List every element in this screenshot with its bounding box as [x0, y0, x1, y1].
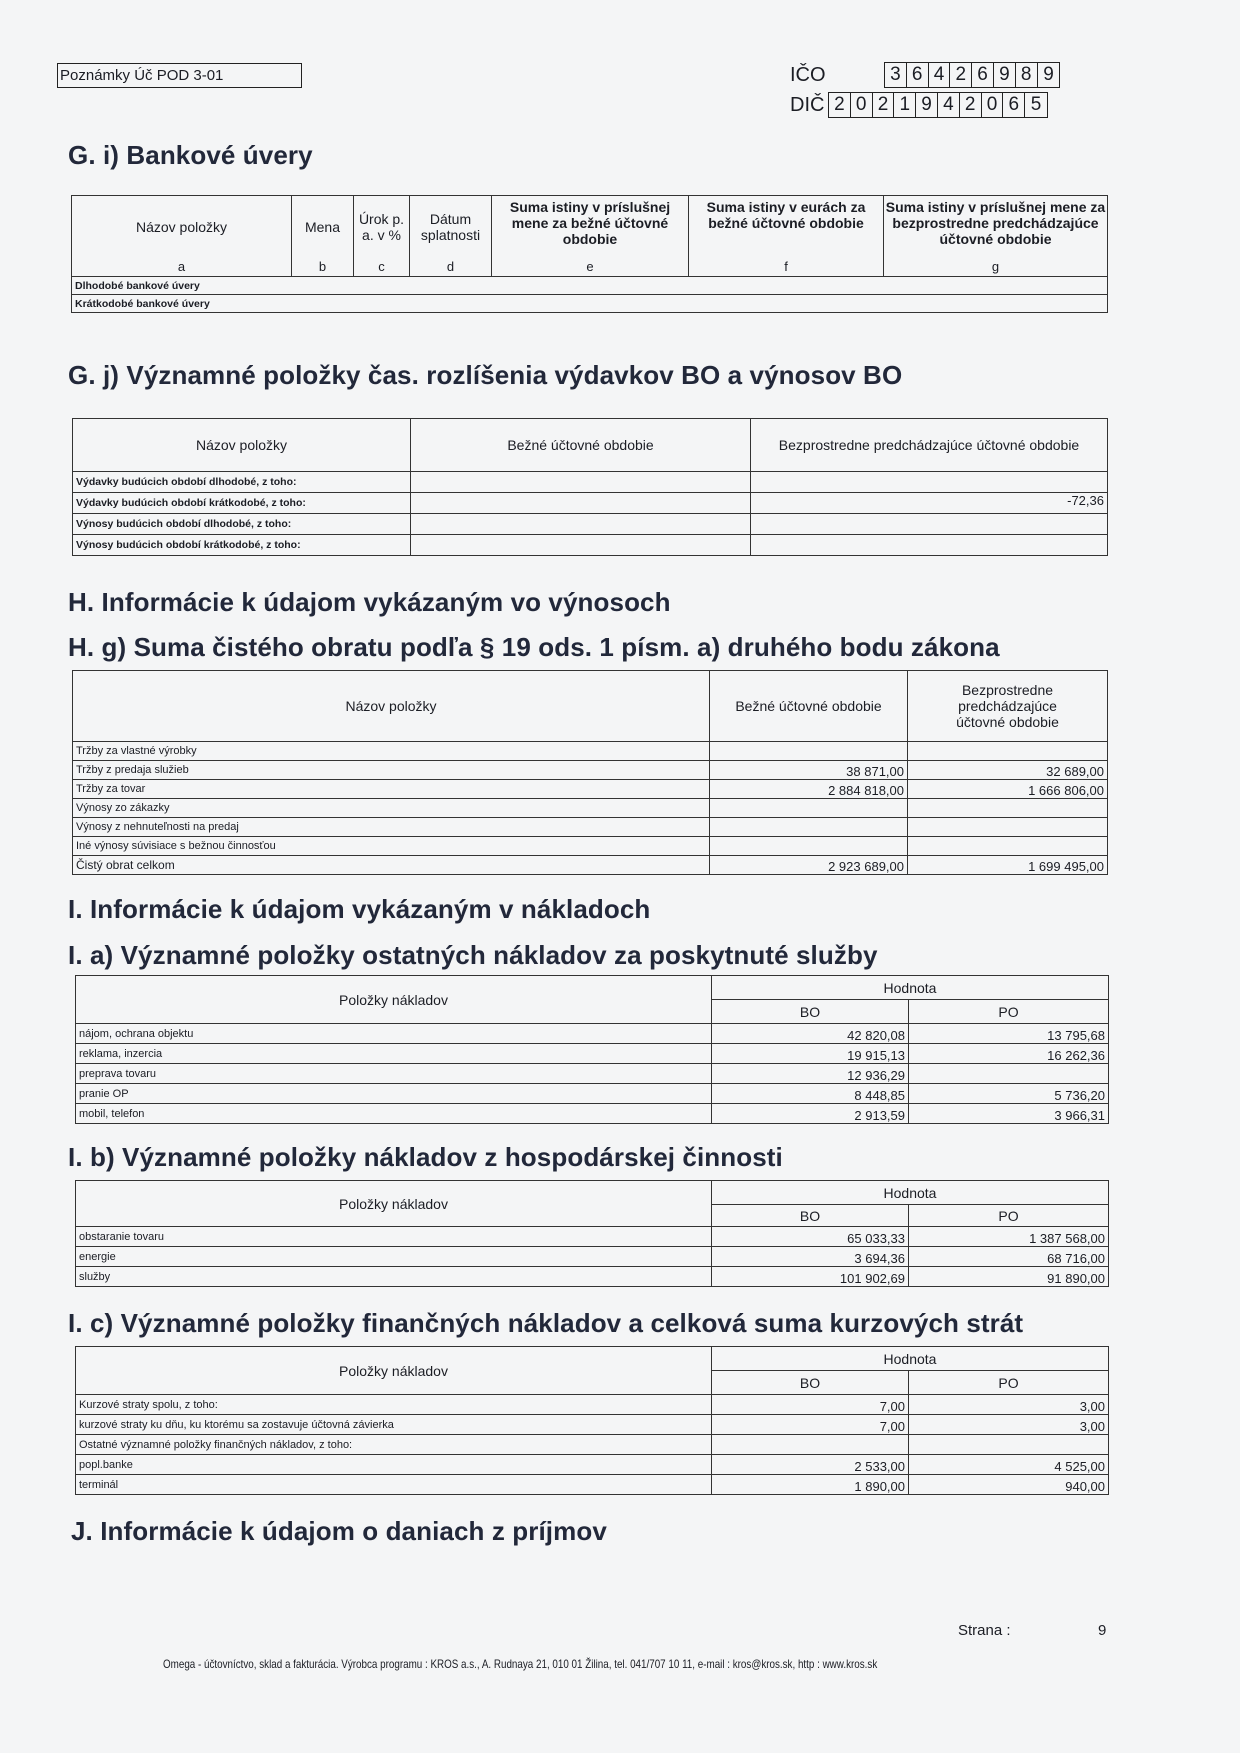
ib-row-bo: 101 902,69: [712, 1267, 909, 1287]
dic-digit: 0: [851, 93, 873, 117]
section-i-title: I. Informácie k údajom vykázaným v nákladoch: [68, 894, 651, 924]
ico-digit: 2: [950, 63, 972, 87]
section-h-title: H. Informácie k údajom vykázaným vo výnosoch: [68, 587, 671, 617]
ic-row-po: 3,00: [909, 1415, 1109, 1435]
section-hg-title: H. g) Suma čistého obratu podľa § 19 ods. 1 písm. a) druhého bodu zákona: [68, 632, 1000, 662]
ic-row-label: popl.banke: [76, 1455, 712, 1475]
gi-header-name: Názov položky: [72, 196, 292, 258]
ib-row-bo: 65 033,33: [712, 1227, 909, 1247]
gi-header-principal-eur: Suma istiny v eurách za bežné účtovné obdobie: [689, 196, 884, 258]
section-gi-title: G. i) Bankové úvery: [68, 140, 313, 170]
table-row: [76, 1267, 1109, 1287]
dic-digit: 2: [873, 93, 895, 117]
hg-row-current: [710, 818, 908, 837]
table-row: [76, 1247, 1109, 1267]
ib-row-po: 91 890,00: [909, 1267, 1109, 1287]
hg-row-label: Tržby z predaja služieb: [73, 761, 710, 780]
hg-row-current: [710, 799, 908, 818]
ic-header-po: PO: [909, 1371, 1109, 1395]
ic-header-bo: BO: [712, 1371, 909, 1395]
hg-row-previous: 1 699 495,00: [908, 856, 1108, 875]
section-ib-title: I. b) Významné položky nákladov z hospodárskej činnosti: [68, 1142, 783, 1172]
footer-text: Omega - účtovníctvo, sklad a fakturácia. Výrobca programu : KROS a.s., A. Rudnaya 21, 010 01 Žilina, tel. 041/707 10 11, e-mail : kros@kros.sk, http : www.kros.sk: [163, 1657, 878, 1671]
ic-row-bo: 7,00: [712, 1395, 909, 1415]
table-row: [76, 1064, 1109, 1084]
section-ic-title: I. c) Významné položky finančných nákladov a celková suma kurzových strát: [68, 1308, 1024, 1338]
dic-digit: 9: [916, 93, 938, 117]
gj-header-current: Bežné účtovné obdobie: [411, 419, 751, 472]
hg-row-previous: 1 666 806,00: [908, 780, 1108, 799]
table-row: [73, 856, 1108, 875]
ico-digit: 3: [885, 63, 907, 87]
gj-row-previous: [751, 535, 1108, 556]
ico-digit: 6: [972, 63, 994, 87]
form-reference: Poznámky Úč POD 3-01: [57, 63, 302, 88]
ic-row-po: 4 525,00: [909, 1455, 1109, 1475]
hg-row-previous: [908, 799, 1108, 818]
table-row: [76, 1024, 1109, 1044]
ia-row-label: mobil, telefon: [76, 1104, 712, 1124]
dic-digits: [828, 92, 1048, 118]
ib-header-value: Hodnota: [712, 1181, 1109, 1205]
ia-header-bo: BO: [712, 1000, 909, 1024]
turnover-table: [72, 670, 1108, 875]
table-row: [76, 1104, 1109, 1124]
financial-costs-table: [75, 1346, 1109, 1495]
ia-row-bo: 2 913,59: [712, 1104, 909, 1124]
dic-digit: 6: [1003, 93, 1025, 117]
ic-row-label: Ostatné významné položky finančných nákladov, z toho:: [76, 1435, 712, 1455]
ic-row-po: 940,00: [909, 1475, 1109, 1495]
gj-row-current: [411, 472, 751, 493]
ic-row-label: terminál: [76, 1475, 712, 1495]
page-number: 9: [1098, 1622, 1107, 1639]
ico-row: [790, 60, 1060, 90]
gi-row-label: Dlhodobé bankové úvery: [72, 277, 1108, 295]
gj-row-label: Výdavky budúcich období krátkodobé, z toho:: [73, 493, 411, 514]
gi-header-currency: Mena: [292, 196, 354, 258]
company-ids: [790, 60, 1060, 120]
ico-digits: [884, 62, 1060, 88]
dic-digit: 2: [829, 93, 851, 117]
gj-row-label: Výnosy budúcich období dlhodobé, z toho:: [73, 514, 411, 535]
hg-row-previous: [908, 818, 1108, 837]
hg-row-label: Čistý obrat celkom: [73, 856, 710, 875]
gj-row-current: [411, 535, 751, 556]
gj-row-previous: [751, 514, 1108, 535]
ic-header-items: Položky nákladov: [76, 1347, 712, 1395]
ib-header-items: Položky nákladov: [76, 1181, 712, 1227]
gi-row-label: Krátkodobé bankové úvery: [72, 295, 1108, 313]
hg-row-previous: [908, 837, 1108, 856]
ic-row-label: kurzové straty ku dňu, ku ktorému sa zostavuje účtovná závierka: [76, 1415, 712, 1435]
hg-row-previous: 32 689,00: [908, 761, 1108, 780]
ic-row-po: 3,00: [909, 1395, 1109, 1415]
gi-header-maturity: Dátum splatnosti: [410, 196, 492, 258]
gi-header-interest: Úrok p. a. v %: [354, 196, 410, 258]
service-costs-table: [75, 975, 1109, 1124]
table-row: [73, 514, 1108, 535]
gi-letter: g: [884, 258, 1108, 277]
ia-row-label: preprava tovaru: [76, 1064, 712, 1084]
ic-row-bo: 2 533,00: [712, 1455, 909, 1475]
ia-row-label: nájom, ochrana objektu: [76, 1024, 712, 1044]
hg-row-current: 2 884 818,00: [710, 780, 908, 799]
table-row: [76, 1415, 1109, 1435]
ico-digit: 9: [1043, 64, 1054, 85]
ia-row-po: 16 262,36: [909, 1044, 1109, 1064]
table-row: [76, 1455, 1109, 1475]
ib-row-bo: 3 694,36: [712, 1247, 909, 1267]
table-row: [73, 535, 1108, 556]
dic-digit: 2: [960, 93, 982, 117]
ia-header-items: Položky nákladov: [76, 976, 712, 1024]
dic-label: DIČ: [790, 93, 825, 116]
bank-loans-table: [71, 195, 1108, 313]
gj-row-previous: -72,36: [751, 493, 1108, 514]
table-row: [73, 472, 1108, 493]
hg-row-label: Tržby za vlastné výrobky: [73, 742, 710, 761]
gj-row-current: [411, 514, 751, 535]
ico-digit: 8: [1016, 63, 1038, 87]
gi-letter: b: [292, 258, 354, 277]
gi-letter: c: [354, 258, 410, 277]
ia-row-po: 13 795,68: [909, 1024, 1109, 1044]
hg-row-current: [710, 742, 908, 761]
dic-digit: 5: [1030, 94, 1042, 115]
hg-row-label: Tržby za tovar: [73, 780, 710, 799]
table-row: [76, 1084, 1109, 1104]
hg-header-name: Názov položky: [73, 671, 710, 742]
dic-digit: 4: [938, 93, 960, 117]
hg-row-current: 38 871,00: [710, 761, 908, 780]
ia-row-bo: 42 820,08: [712, 1024, 909, 1044]
table-row: [73, 742, 1108, 761]
ico-digit: 4: [929, 63, 951, 87]
hg-row-current: [710, 837, 908, 856]
ia-row-bo: 19 915,13: [712, 1044, 909, 1064]
table-row: [73, 780, 1108, 799]
ib-row-label: energie: [76, 1247, 712, 1267]
section-j-title: J. Informácie k údajom o daniach z príjmov: [71, 1516, 607, 1546]
table-row: [76, 1475, 1109, 1495]
accruals-table: [72, 418, 1108, 556]
dic-row: [790, 90, 1060, 120]
gj-header-name: Názov položky: [73, 419, 411, 472]
ib-header-po: PO: [909, 1205, 1109, 1227]
table-row: [73, 837, 1108, 856]
hg-row-previous: [908, 742, 1108, 761]
table-row: [76, 1435, 1109, 1455]
table-row: [73, 761, 1108, 780]
ia-row-po: [909, 1064, 1109, 1084]
ia-row-bo: 8 448,85: [712, 1084, 909, 1104]
gj-header-previous: Bezprostredne predchádzajúce účtovné obdobie: [751, 419, 1108, 472]
gj-row-label: Výdavky budúcich období dlhodobé, z toho:: [73, 472, 411, 493]
table-row: [76, 1227, 1109, 1247]
dic-digit: 1: [894, 93, 916, 117]
section-gj-title: G. j) Významné položky čas. rozlíšenia výdavkov BO a výnosov BO: [68, 360, 903, 390]
ia-row-label: reklama, inzercia: [76, 1044, 712, 1064]
section-ia-title: I. a) Významné položky ostatných nákladov za poskytnuté služby: [68, 940, 878, 970]
gi-letter: a: [72, 258, 292, 277]
gi-header-principal-previous: Suma istiny v príslušnej mene za bezprostredne predchádzajúce účtovné obdobie: [884, 196, 1108, 258]
gj-row-current: [411, 493, 751, 514]
page-label: Strana :: [958, 1622, 1011, 1639]
gi-letter: d: [410, 258, 492, 277]
table-row: [76, 1395, 1109, 1415]
gi-header-principal-current: Suma istiny v príslušnej mene za bežné účtovné obdobie: [492, 196, 689, 258]
dic-digit: 0: [982, 93, 1004, 117]
ic-header-value: Hodnota: [712, 1347, 1109, 1371]
gj-row-previous: [751, 472, 1108, 493]
table-row: [73, 493, 1108, 514]
table-row: [76, 1044, 1109, 1064]
ic-row-bo: 7,00: [712, 1415, 909, 1435]
ib-row-po: 1 387 568,00: [909, 1227, 1109, 1247]
ico-label: IČO: [790, 63, 826, 86]
ia-row-po: 5 736,20: [909, 1084, 1109, 1104]
ic-row-bo: [712, 1435, 909, 1455]
ic-row-po: [909, 1435, 1109, 1455]
ic-row-label: Kurzové straty spolu, z toho:: [76, 1395, 712, 1415]
hg-header-current: Bežné účtovné obdobie: [710, 671, 908, 742]
ia-header-value: Hodnota: [712, 976, 1109, 1000]
ic-row-bo: 1 890,00: [712, 1475, 909, 1495]
hg-row-label: Iné výnosy súvisiace s bežnou činnosťou: [73, 837, 710, 856]
ia-header-po: PO: [909, 1000, 1109, 1024]
hg-row-label: Výnosy z nehnuteľnosti na predaj: [73, 818, 710, 837]
ib-row-label: obstaranie tovaru: [76, 1227, 712, 1247]
ia-row-bo: 12 936,29: [712, 1064, 909, 1084]
ico-digit: 9: [994, 63, 1016, 87]
gi-letter: f: [689, 258, 884, 277]
ia-row-label: pranie OP: [76, 1084, 712, 1104]
ib-row-label: služby: [76, 1267, 712, 1287]
table-row: [73, 799, 1108, 818]
hg-row-current: 2 923 689,00: [710, 856, 908, 875]
gi-letter: e: [492, 258, 689, 277]
hg-header-previous: Bezprostredne predchádzajúce účtovné obdobie: [908, 671, 1108, 742]
table-row: [73, 818, 1108, 837]
ico-digit: 6: [907, 63, 929, 87]
hg-row-label: Výnosy zo zákazky: [73, 799, 710, 818]
ib-row-po: 68 716,00: [909, 1247, 1109, 1267]
operating-costs-table: [75, 1180, 1109, 1287]
ib-header-bo: BO: [712, 1205, 909, 1227]
gj-row-label: Výnosy budúcich období krátkodobé, z toho:: [73, 535, 411, 556]
ia-row-po: 3 966,31: [909, 1104, 1109, 1124]
